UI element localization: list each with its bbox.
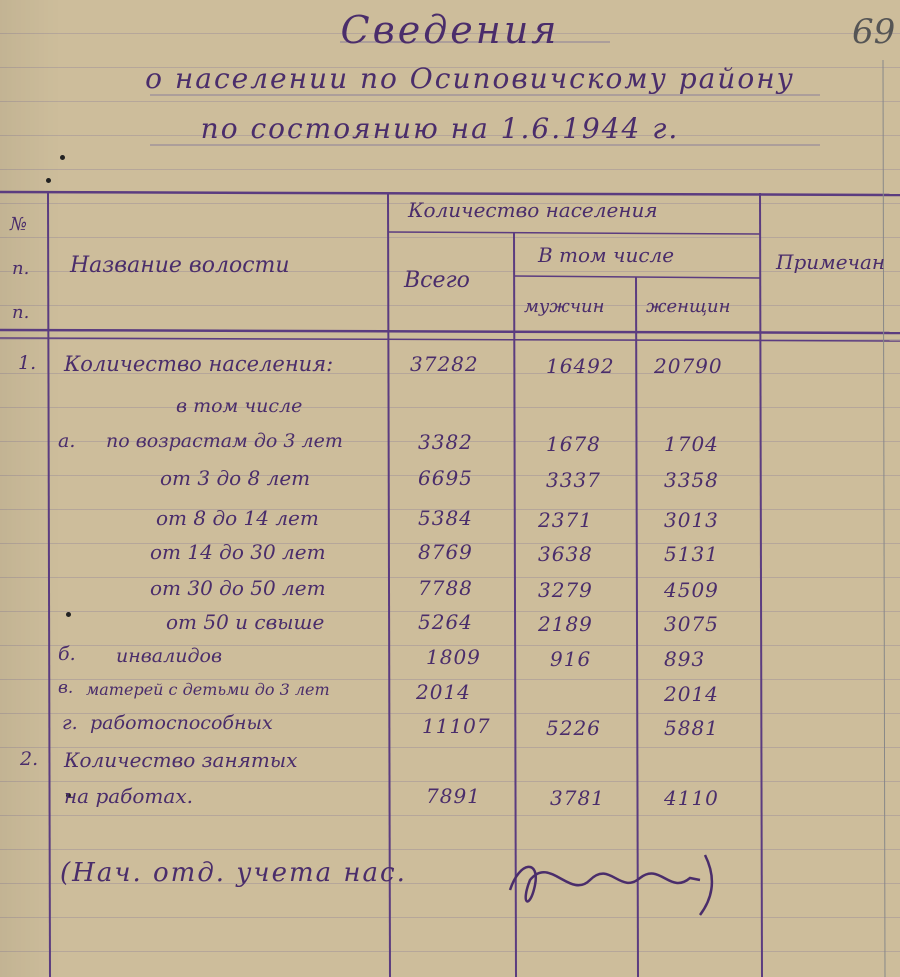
row-9-no: б. [58,643,76,665]
row-13-men: 3781 [550,786,605,810]
header-num-3: п. [12,302,30,323]
row-8-name: от 50 и свыше [166,610,325,634]
row-1-women: 20790 [654,354,723,378]
row-6-women: 5131 [664,542,719,566]
row-5-women: 3013 [664,508,719,532]
row-9-men: 916 [550,647,592,671]
row-3-men: 1678 [546,432,601,456]
margin-line [883,60,885,977]
punch-hole [46,178,51,183]
row-12-no: 2. [20,748,39,770]
row-13-name: на работах. [64,784,193,808]
row-13-women: 4110 [664,786,719,810]
row-7-total: 7788 [418,576,473,600]
header-including: В том числе [538,243,675,267]
row-9-name: инвалидов [116,645,223,667]
row-1-total: 37282 [410,352,479,376]
document-title: Сведения [340,8,560,52]
punch-hole [60,155,65,160]
row-9-women: 893 [664,647,706,671]
row-4-name: от 3 до 8 лет [160,466,311,490]
row-11-total: 11107 [422,714,491,738]
row-4-men: 3337 [546,468,601,492]
document-subtitle-2: по состоянию на 1.6.1944 г. [200,112,680,145]
row-4-women: 3358 [664,468,719,492]
page-number: 69 [852,12,896,52]
row-4-total: 6695 [418,466,473,490]
row-5-total: 5384 [418,506,473,530]
row-7-name: от 30 до 50 лет [150,576,326,600]
row-13-total: 7891 [426,784,481,808]
header-bottom-line-2 [0,338,900,341]
row-7-women: 4509 [664,578,719,602]
row-6-name: от 14 до 30 лет [150,540,326,564]
header-bottom-line [0,330,900,333]
header-notes: Примечан [776,250,886,274]
row-11-women: 5881 [664,716,719,740]
row-8-men: 2189 [538,612,593,636]
row-3-name: по возрастам до 3 лет [106,430,343,452]
row-9-total: 1809 [426,645,481,669]
table-top-line [0,192,900,195]
header-population: Количество населения [408,198,658,222]
row-1-men: 16492 [546,354,615,378]
row-11-name: работоспособных [90,712,273,734]
col-line-1 [48,193,50,977]
row-8-women: 3075 [664,612,719,636]
header-name: Название волости [70,253,290,278]
population-subline [388,232,760,234]
header-men: мужчин [524,296,605,317]
header-num-1: № [10,214,28,235]
row-10-women: 2014 [664,682,719,706]
row-10-name: матерей с детьми до 3 лет [86,680,330,699]
row-5-name: от 8 до 14 лет [156,506,319,530]
row-3-no: а. [58,430,76,452]
header-num-2: п. [12,258,30,279]
row-10-no: в. [58,678,74,698]
col-line-5 [760,193,762,977]
row-8-total: 5264 [418,610,473,634]
punch-hole [66,612,71,617]
row-6-men: 3638 [538,542,593,566]
row-3-total: 3382 [418,430,473,454]
row-7-men: 3279 [538,578,593,602]
header-women: женщин [646,296,731,317]
signature-scribble [500,850,720,920]
row-6-total: 8769 [418,540,473,564]
document-subtitle-1: о населении по Осиповичскому району [145,62,795,95]
row-11-men: 5226 [546,716,601,740]
row-3-women: 1704 [664,432,719,456]
row-10-total: 2014 [416,680,471,704]
header-total: Всего [404,268,470,293]
signature-caption: (Нач. отд. учета нас. [60,858,407,888]
row-2-name: в том числе [176,395,303,417]
row-12-name: Количество занятых [64,748,298,772]
row-5-men: 2371 [538,508,593,532]
row-1-name: Количество населения: [64,352,334,376]
row-1-no: 1. [18,352,37,374]
row-11-no: г. [62,712,78,734]
